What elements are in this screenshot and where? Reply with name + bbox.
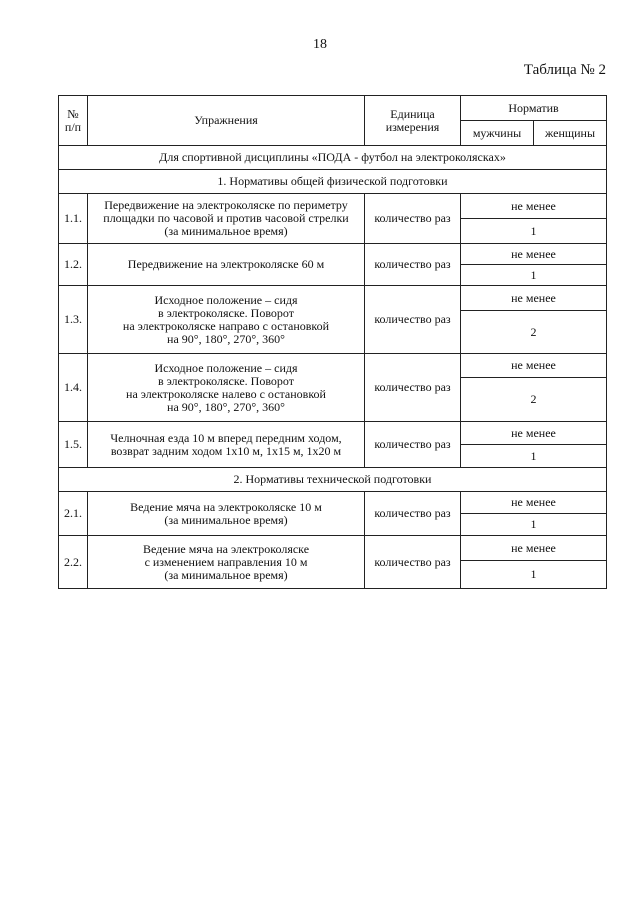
exercise-cell: Исходное положение – сидя в электроколяске. Поворот на электроколяске налево с остановкой на 90°, 180°, 270°, 360° [88,354,365,422]
norm-qualifier: не менее [461,194,607,219]
page-number: 18 [313,37,327,52]
header-men: мужчины [461,121,534,146]
row-number: 1.2. [59,244,88,286]
norm-qualifier: не менее [461,354,607,378]
norm-qualifier: не менее [461,536,607,561]
norm-value: 1 [461,265,607,286]
row-number: 1.3. [59,286,88,354]
norm-qualifier: не менее [461,422,607,445]
norm-value: 2 [461,378,607,422]
row-number: 2.1. [59,492,88,536]
section-title: 1. Нормативы общей физической подготовки [59,170,607,194]
unit-cell: количество раз [365,492,461,536]
norms-table [58,95,607,589]
norm-qualifier: не менее [461,244,607,265]
header-norm: Норматив [461,96,607,121]
row-number: 1.1. [59,194,88,244]
row-number: 1.4. [59,354,88,422]
exercise-cell: Ведение мяча на электроколяске 10 м (за минимальное время) [88,492,365,536]
norms-body [59,146,607,589]
header-exercises: Упражнения [88,96,365,146]
exercise-cell: Исходное положение – сидя в электроколяске. Поворот на электроколяске направо с остановкой на 90°, 180°, 270°, 360° [88,286,365,354]
row-number: 1.5. [59,422,88,468]
exercise-cell: Челночная езда 10 м вперед передним ходом, возврат задним ходом 1х10 м, 1х15 м, 1х20 м [88,422,365,468]
unit-cell: количество раз [365,194,461,244]
unit-cell: количество раз [365,536,461,589]
unit-cell: количество раз [365,244,461,286]
norm-value: 1 [461,561,607,589]
row-number: 2.2. [59,536,88,589]
unit-cell: количество раз [365,354,461,422]
norm-qualifier: не менее [461,492,607,514]
norm-value: 1 [461,219,607,244]
header-unit: Единица измерения [365,96,461,146]
norm-value: 1 [461,514,607,536]
norm-value: 1 [461,445,607,468]
exercise-cell: Передвижение на электроколяске по периметру площадки по часовой и против часовой стрелки (за минимальное время) [88,194,365,244]
unit-cell: количество раз [365,422,461,468]
exercise-cell: Передвижение на электроколяске 60 м [88,244,365,286]
unit-cell: количество раз [365,286,461,354]
exercise-cell: Ведение мяча на электроколяске с изменением направления 10 м (за минимальное время) [88,536,365,589]
header-women: женщины [534,121,607,146]
table-caption: Таблица № 2 [523,62,606,78]
norm-qualifier: не менее [461,286,607,311]
discipline-title: Для спортивной дисциплины «ПОДА - футбол на электроколясках» [59,146,607,170]
header-num: № п/п [59,96,88,146]
norm-value: 2 [461,311,607,354]
section-title: 2. Нормативы технической подготовки [59,468,607,492]
